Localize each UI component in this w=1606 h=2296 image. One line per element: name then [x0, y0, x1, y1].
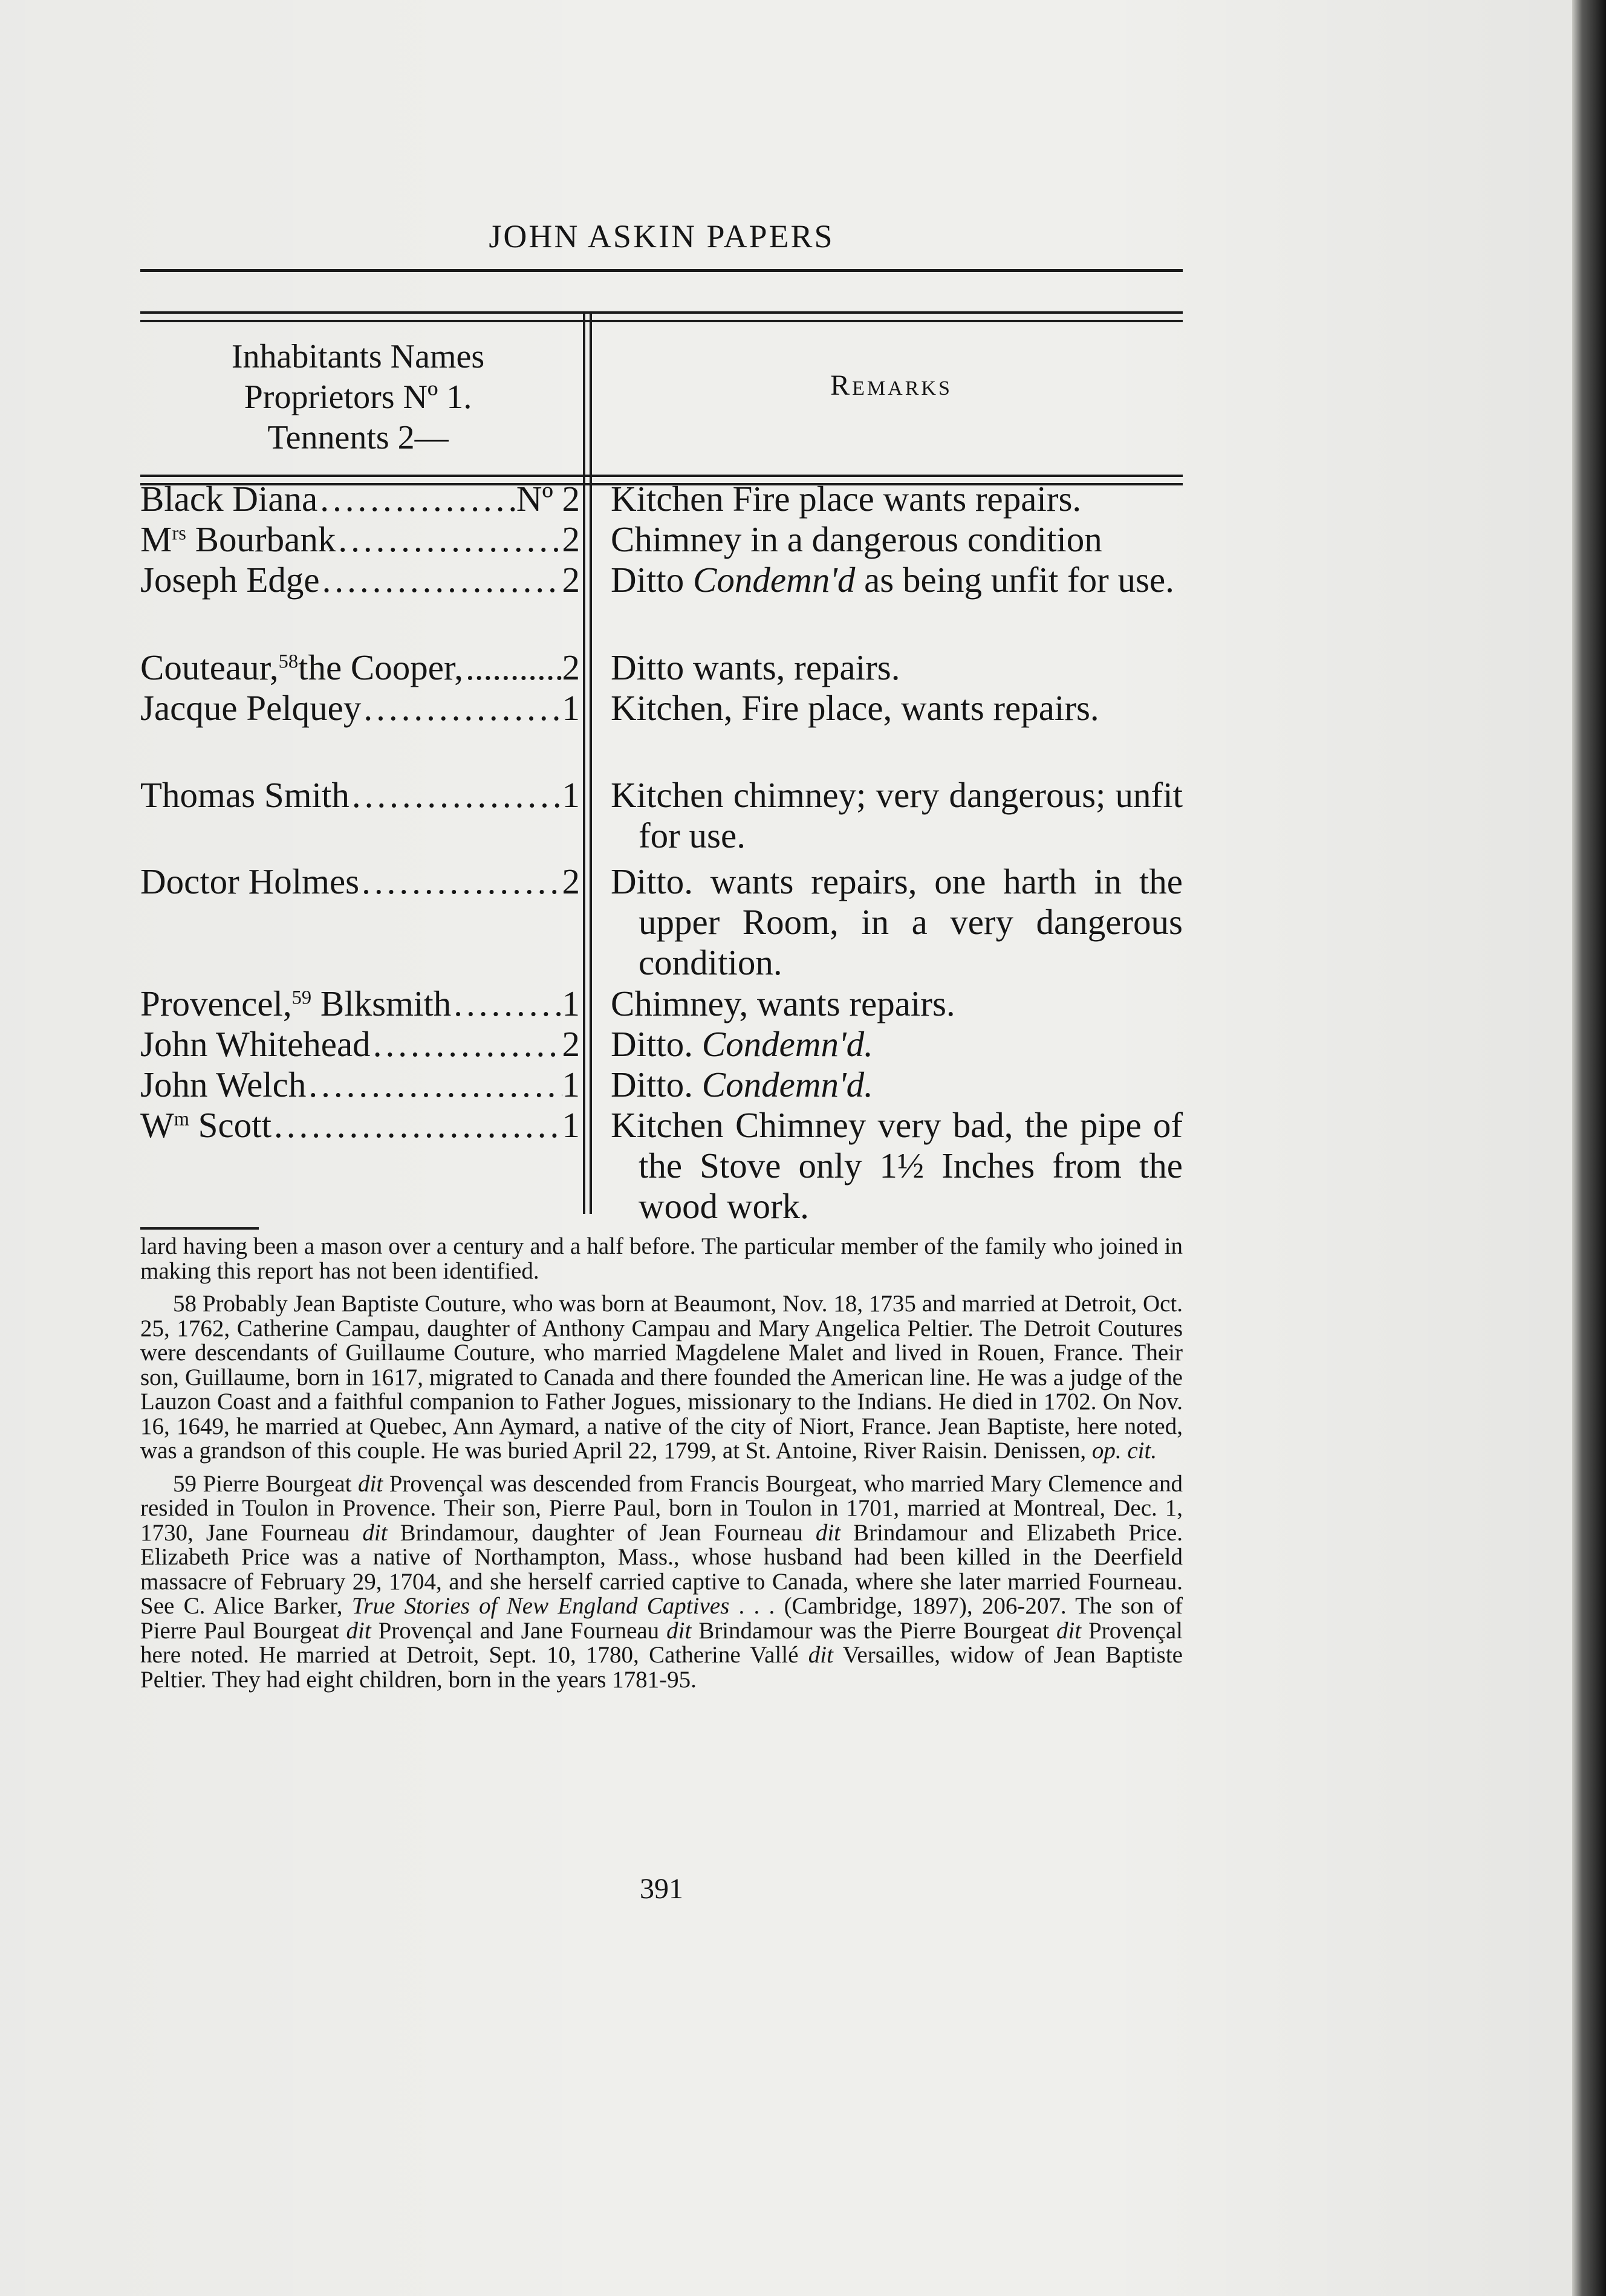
footnote-text: . . . (Cambridge, 1897), 206-207. The son of Pierre Paul Bourgeat — [140, 1593, 1183, 1644]
footnote-text: Provençal and Jane Fourneau — [371, 1617, 667, 1644]
remark: Ditto. wants repairs, one harth in the upper Room, in a very dangerous condition. — [611, 861, 1183, 982]
column-divider — [590, 311, 592, 1214]
footnote-text: Versailles, widow of Jean Baptiste Peltier. They had eight children, born in the years 1781-95. — [140, 1642, 1183, 1693]
name-text: Jacque Pelquey — [140, 688, 362, 728]
footnote-continuation: lard having been a mason over a century and a half before. The particular member of the family who joined in making this report has not been identified. — [140, 1233, 1183, 1284]
footnote-italic: dit — [666, 1617, 692, 1644]
remark: Kitchen Fire place wants repairs. — [611, 479, 1082, 519]
status-code: 2 — [562, 560, 580, 600]
status-code: 1 — [562, 1105, 580, 1145]
leader-dots — [349, 775, 562, 816]
footnote-text: Provençal here noted. He married at Detroit, Sept. 10, 1780, Catherine Vallé — [140, 1617, 1183, 1668]
leader-dots — [317, 479, 516, 519]
running-head: JOHN ASKIN PAPERS — [489, 218, 834, 255]
inhabitant-name — [140, 479, 580, 519]
remark: Chimney, wants repairs. — [611, 984, 955, 1023]
inhabitant-name — [140, 647, 580, 688]
remark — [611, 1065, 1183, 1105]
remark: Kitchen chimney; very dangerous; unfit for use. — [611, 775, 1183, 855]
name-text — [140, 1105, 271, 1146]
name-text: Black Diana — [140, 479, 318, 519]
leader-dots — [361, 688, 562, 728]
leader-dots — [359, 861, 562, 902]
remark: Kitchen, Fire place, wants repairs. — [611, 688, 1099, 728]
name-superscript: rs — [172, 522, 186, 545]
name-part: Bourbank — [186, 519, 336, 559]
status-code: 2 — [562, 861, 580, 901]
name-text — [140, 984, 451, 1024]
table-top-rule — [140, 311, 1183, 322]
footnote-59 — [140, 1472, 1183, 1693]
remark-italic: Condemn'd. — [701, 1024, 873, 1064]
remark-part: Ditto. — [611, 1024, 702, 1064]
column-divider — [583, 311, 585, 1214]
remark-part: as being unfit for use. — [855, 560, 1174, 600]
name-part: Couteaur, — [140, 647, 279, 687]
status-code: Nº 2 — [516, 479, 580, 519]
name-text: Doctor Holmes — [140, 861, 360, 901]
status-code: 1 — [562, 984, 580, 1023]
footnote-text: 59 Pierre Bourgeat — [173, 1470, 359, 1497]
footnote-rule — [140, 1227, 259, 1230]
header-line: Tennents 2— — [267, 419, 449, 456]
leader-dots — [336, 519, 562, 560]
inhabitant-name — [140, 984, 580, 1024]
footnote-text: Brindamour was the Pierre Bourgeat — [691, 1617, 1056, 1644]
name-superscript: 58 — [278, 650, 299, 673]
footnote-italic: dit — [815, 1519, 841, 1546]
status-code: 1 — [562, 688, 580, 728]
status-code: 2 — [562, 647, 580, 687]
inhabitant-name — [140, 775, 580, 816]
inhabitant-name — [140, 560, 580, 600]
status-code: 1 — [562, 1065, 580, 1104]
remark: Chimney in a dangerous condition — [611, 519, 1102, 559]
name-text: John Welch — [140, 1065, 307, 1104]
footnote-text: 58 Probably Jean Baptiste Couture, who was born at Beaumont, Nov. 18, 1735 and married at Detroit, Oct. 25, 1762, Catherine Campau, daughter of Anthony Campau and Mary Angelica Peltier. The Detroit Coutures were descendants of Guillaume Couture, who married Magdelene Malet and lived in Rouen, France. Their son, Guillaume, born in 1617, migrated to Canada and there founded the American line. He was a judge of the Lauzon Coast and a faithful companion to Father Jogues, missionary to the Indians. He died in 1702. On Nov. 16, 1649, he married at Quebec, Ann Aymard, a native of the city of Niort, France. Jean Baptiste, here noted, was a grandson of this couple. He was buried April 22, 1799, at St. Antoine, River Raisin. Denissen, — [140, 1291, 1183, 1464]
leader-dots — [451, 984, 562, 1024]
name-part: Blksmith — [311, 984, 452, 1023]
footnote-text: Provençal was descended from Francis Bourgeat, who married Mary Clemence and resided in Toulon in Provence. Their son, Pierre Paul, born in Toulon in 1701, married at Montreal, Dec. 1, 1730, Jane Fourneau — [140, 1470, 1183, 1546]
name-text: Thomas Smith — [140, 775, 349, 815]
footnote-58 — [140, 1292, 1183, 1464]
remark-italic: Condemn'd. — [701, 1065, 873, 1104]
name-part: Scott — [189, 1105, 271, 1145]
footnote-italic: dit — [1056, 1617, 1082, 1644]
running-head-rule — [140, 269, 1183, 272]
name-superscript: 59 — [291, 987, 312, 1009]
footnote-italic: op. cit. — [1091, 1438, 1157, 1464]
remark-part: Ditto — [611, 560, 694, 600]
leader-dots — [306, 1065, 562, 1105]
footnote-italic: dit — [362, 1519, 388, 1546]
remarks-column-header: Remarks — [830, 369, 952, 401]
footnotes — [140, 1234, 1183, 1701]
name-text — [140, 519, 336, 560]
leader-dots — [371, 1024, 562, 1065]
name-text — [140, 647, 463, 688]
names-column-header — [140, 337, 576, 458]
footnote-book-title: True Stories of New England Captives — [351, 1593, 730, 1619]
remark: Kitchen Chimney very bad, the pipe of the Stove only 1½ Inches from the wood work. — [611, 1105, 1183, 1226]
name-part: W — [140, 1105, 174, 1145]
inhabitant-name — [140, 1065, 580, 1105]
status-code: 2 — [562, 1024, 580, 1064]
name-part: the Cooper, — [298, 647, 463, 687]
inhabitant-name — [140, 1024, 580, 1065]
leader-dots — [271, 1105, 562, 1146]
name-text: John Whitehead — [140, 1024, 371, 1064]
header-line: Inhabitants Names — [231, 338, 485, 375]
leader-dots — [320, 560, 562, 600]
footnote-text: Brindamour, daughter of Jean Fourneau — [387, 1519, 816, 1546]
remark: Ditto wants, repairs. — [611, 647, 900, 687]
remark-part: Ditto. — [611, 1065, 702, 1104]
inhabitant-name — [140, 861, 580, 902]
footnote-italic: dit — [358, 1470, 383, 1497]
name-part: M — [140, 519, 172, 559]
footnote-italic: dit — [808, 1642, 833, 1668]
remark — [611, 1024, 1183, 1065]
remark-italic: Condemn'd — [693, 560, 856, 600]
name-part: Provencel, — [140, 984, 292, 1023]
inhabitant-name — [140, 519, 580, 560]
inhabitant-name — [140, 688, 580, 728]
leader-dots — [463, 647, 562, 688]
status-code: 2 — [562, 519, 580, 559]
inhabitant-name — [140, 1105, 580, 1146]
status-code: 1 — [562, 775, 580, 815]
header-line: Proprietors Nº 1. — [244, 378, 472, 416]
inhabitants-table — [140, 311, 1183, 1226]
name-superscript: m — [174, 1108, 189, 1130]
footnote-italic: dit — [346, 1617, 371, 1644]
page-number: 391 — [640, 1873, 683, 1905]
name-text: Joseph Edge — [140, 560, 320, 600]
footnote-text: Brindamour and Elizabeth Price. Elizabeth Price was a native of Northampton, Mass., whose husband had been killed in the Deerfield massacre of February 29, 1704, and she herself carried captive to Canada, where she later married Fourneau. See C. Alice Barker, — [140, 1519, 1183, 1619]
scan-edge-shadow — [1572, 0, 1606, 2296]
remark — [611, 560, 1183, 600]
